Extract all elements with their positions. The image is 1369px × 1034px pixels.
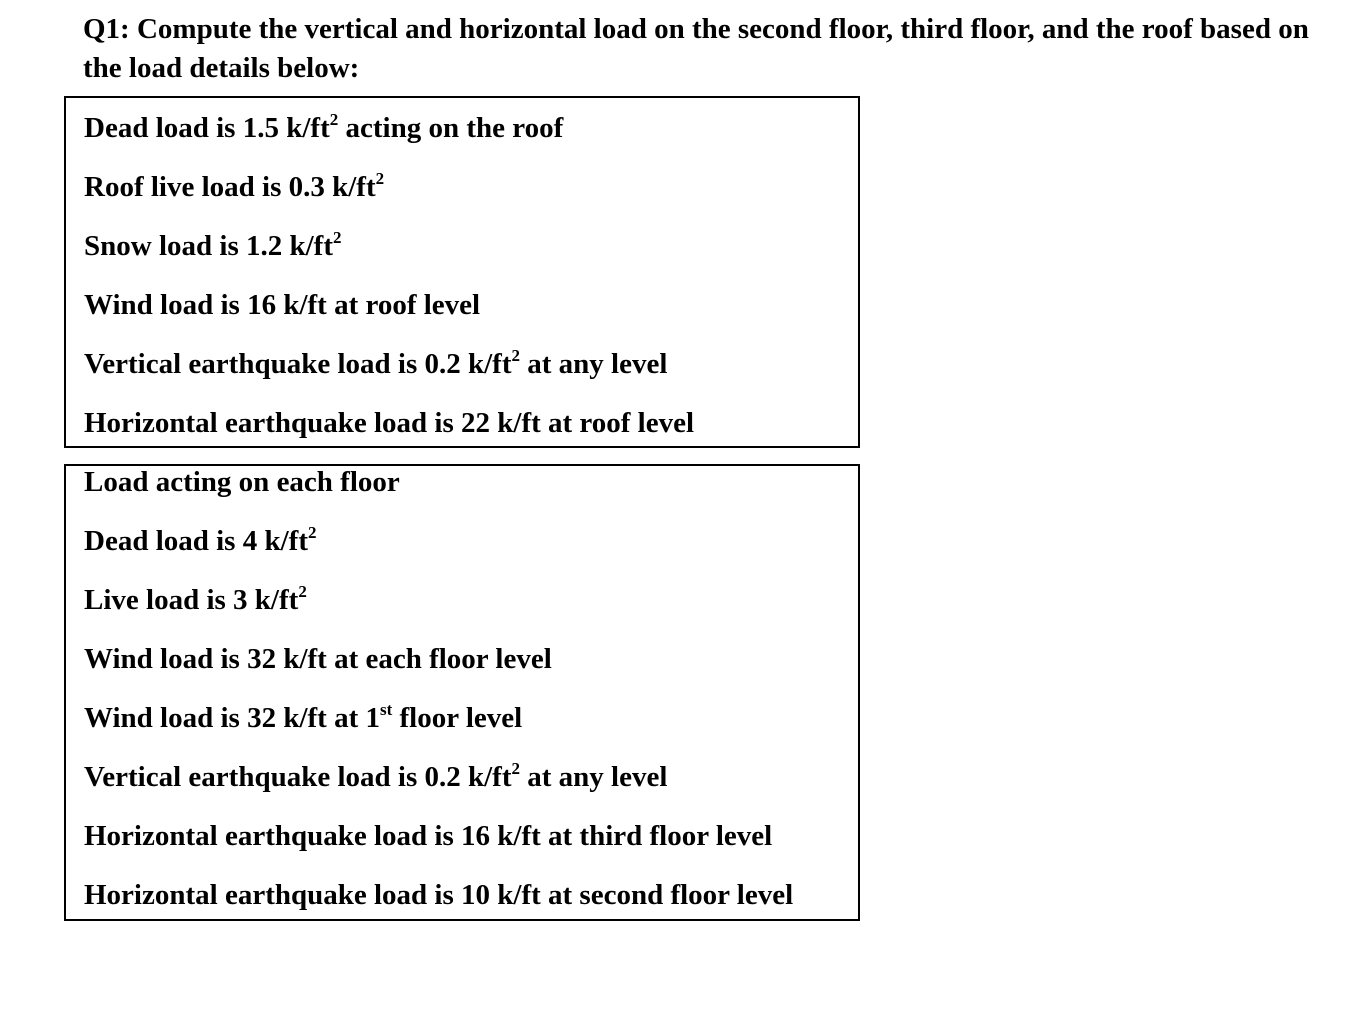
floor-horizontal-earthquake-third: Horizontal earthquake load is 16 k/ft at third floor level — [84, 820, 773, 852]
roof-snow-load: Snow load is 1.2 $k/ft^2$ — [84, 228, 342, 262]
floor-dead-load: Dead load is 4 $k/ft^2$ — [84, 523, 317, 557]
roof-live-load: Roof live load is 0.3 $k/ft^2$ — [84, 169, 385, 203]
roof-wind-load: Wind load is 16 k/ft at roof level — [84, 289, 481, 321]
roof-vertical-earthquake-load: Vertical earthquake load is 0.2 $k/ft^2$ at any level — [84, 346, 668, 380]
roof-dead-load: Dead load is 1.5 $k/ft^2$ acting on the roof — [84, 110, 564, 144]
roof-horizontal-earthquake-load: Horizontal earthquake load is 22 k/ft at roof level — [84, 407, 695, 439]
floor-wind-load-first: Wind load is 32 k/ft at 1st floor level — [84, 700, 523, 734]
question-text: Q1: Compute the vertical and horizontal load on the second floor, third floor, and the roof based on the load details below: — [83, 13, 1309, 84]
roof-load-box — [64, 96, 860, 448]
floor-vertical-earthquake-load: Vertical earthquake load is 0.2 $k/ft^2$ at any level — [84, 759, 668, 793]
floor-horizontal-earthquake-second: Horizontal earthquake load is 10 k/ft at second floor level — [84, 879, 794, 911]
floor-wind-load-each: Wind load is 32 k/ft at each floor level — [84, 643, 552, 675]
floor-live-load: Live load is 3 $k/ft^2$ — [84, 582, 307, 616]
floor-load-box — [64, 464, 860, 921]
floor-box-heading: Load acting on each floor — [84, 466, 400, 498]
